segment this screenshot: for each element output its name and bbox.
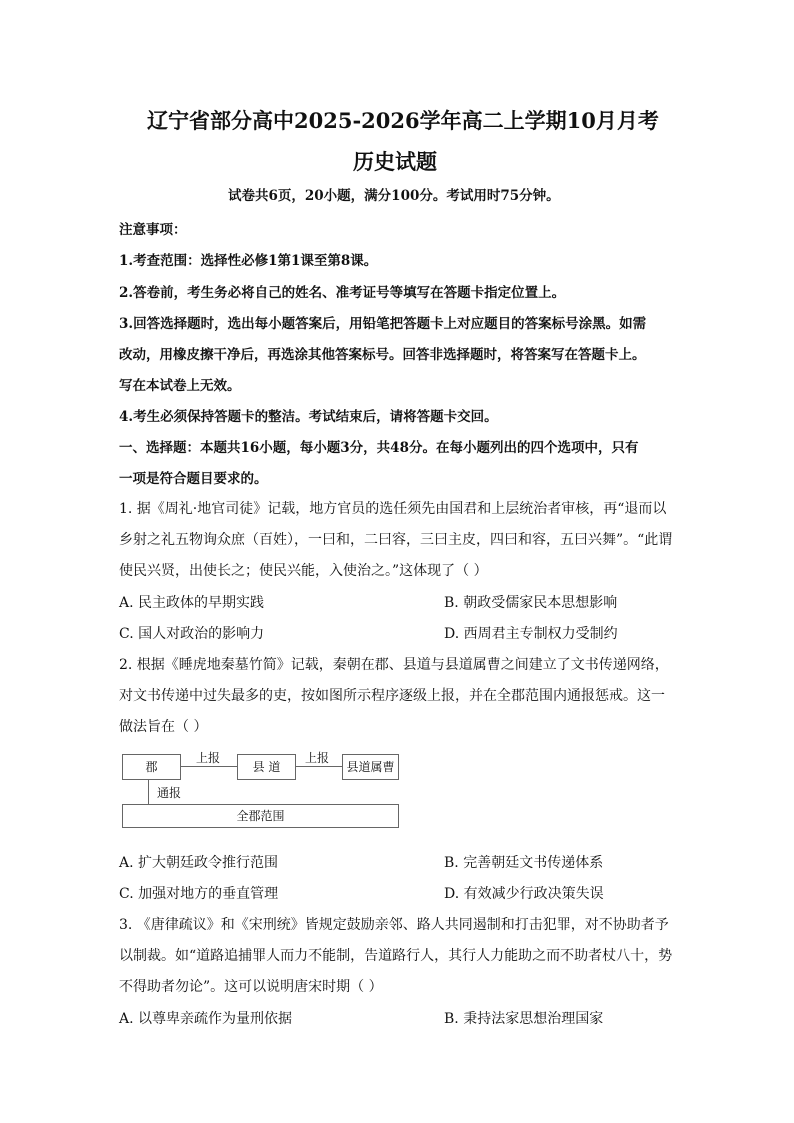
box-shucao: 县道属曹 <box>342 754 399 780</box>
note-1: 1.考查范围：选择性必修1第1课至第8课。 <box>119 253 378 269</box>
q3-stem-line3: 不得助者勿论”。这可以说明唐宋时期（ ） <box>119 979 383 995</box>
section-heading-line1: 一、选择题：本题共16小题，每小题3分，共48分。在每小题列出的四个选项中，只有 <box>119 440 639 456</box>
notes-heading: 注意事项： <box>119 222 187 238</box>
section-heading-line2: 一项是符合题目要求的。 <box>119 471 268 487</box>
label-shangbao-1: 上报 <box>196 751 221 765</box>
note-3-line2: 改动，用橡皮擦干净后，再选涂其他答案标号。回答非选择题时，将答案写在答题卡上。 <box>119 347 646 363</box>
arrow-line-1 <box>181 766 237 767</box>
q1-option-a: A. 民主政体的早期实践 <box>119 595 265 611</box>
note-4: 4.考生必须保持答题卡的整洁。考试结束后，请将答题卡交回。 <box>119 409 498 425</box>
q3-stem-line1: 3. 《唐律疏议》和《宋刑统》皆规定鼓励亲邻、路人共同遏制和打击犯罪，对不协助者予 <box>119 917 669 933</box>
tongbao-line <box>148 780 149 804</box>
q3-option-a: A. 以尊卑亲疏作为量刑依据 <box>119 1011 293 1027</box>
q1-option-d: D. 西周君主专制权力受制约 <box>444 626 618 642</box>
q1-stem-line3: 使民兴贤，出使长之；使民兴能，入使治之。”这体现了（ ） <box>119 563 488 579</box>
box-quanjun: 全郡范围 <box>122 804 399 828</box>
q2-stem-line3: 做法旨在（ ） <box>119 719 208 735</box>
page-title-line1: 辽宁省部分高中2025-2026学年高二上学期10月月考 <box>147 108 659 133</box>
q2-option-b: B. 完善朝廷文书传递体系 <box>444 855 604 871</box>
exam-info: 试卷共6页，20小题，满分100分。考试用时75分钟。 <box>228 188 560 204</box>
page-title-line2: 历史试题 <box>353 149 437 174</box>
q3-stem-line2: 以制裁。如“道路追捕罪人而力不能制，告道路行人，其行人力能助之而不助者杖八十，势 <box>119 948 673 964</box>
note-2: 2.答卷前，考生务必将自己的姓名、准考证号等填写在答题卡指定位置上。 <box>119 285 566 301</box>
q1-option-b: B. 朝政受儒家民本思想影响 <box>444 595 618 611</box>
q1-stem-line2: 乡射之礼五物询众庶（百姓），一曰和，二曰容，三曰主皮，四曰和容，五曰兴舞”。“此谓 <box>119 532 673 548</box>
label-shangbao-2: 上报 <box>305 751 330 765</box>
label-tongbao: 通报 <box>157 786 182 800</box>
arrow-line-2 <box>296 766 342 767</box>
q1-stem-line1: 1. 据《周礼·地官司徒》记载，地方官员的选任须先由国君和上层统治者审核，再“退而以 <box>119 501 667 517</box>
q2-option-a: A. 扩大朝廷政令推行范围 <box>119 855 279 871</box>
box-jun: 郡 <box>122 754 181 780</box>
q3-option-b: B. 秉持法家思想治理国家 <box>444 1011 604 1027</box>
q2-stem-line1: 2. 根据《睡虎地秦墓竹简》记载，秦朝在郡、县道与县道属曹之间建立了文书传递网络， <box>119 657 669 673</box>
note-3-line3: 写在本试卷上无效。 <box>119 378 241 394</box>
q2-stem-line2: 对文书传递中过失最多的吏，按如图所示程序逐级上报，并在全郡范围内通报惩戒。这一 <box>119 688 665 704</box>
note-3-line1: 3.回答选择题时，选出每小题答案后，用铅笔把答题卡上对应题目的答案标号涂黑。如需 <box>119 316 647 332</box>
box-xiandao: 县 道 <box>237 754 296 780</box>
q2-option-d: D. 有效减少行政决策失误 <box>444 886 604 902</box>
q2-option-c: C. 加强对地方的垂直管理 <box>119 886 279 902</box>
q1-option-c: C. 国人对政治的影响力 <box>119 626 265 642</box>
